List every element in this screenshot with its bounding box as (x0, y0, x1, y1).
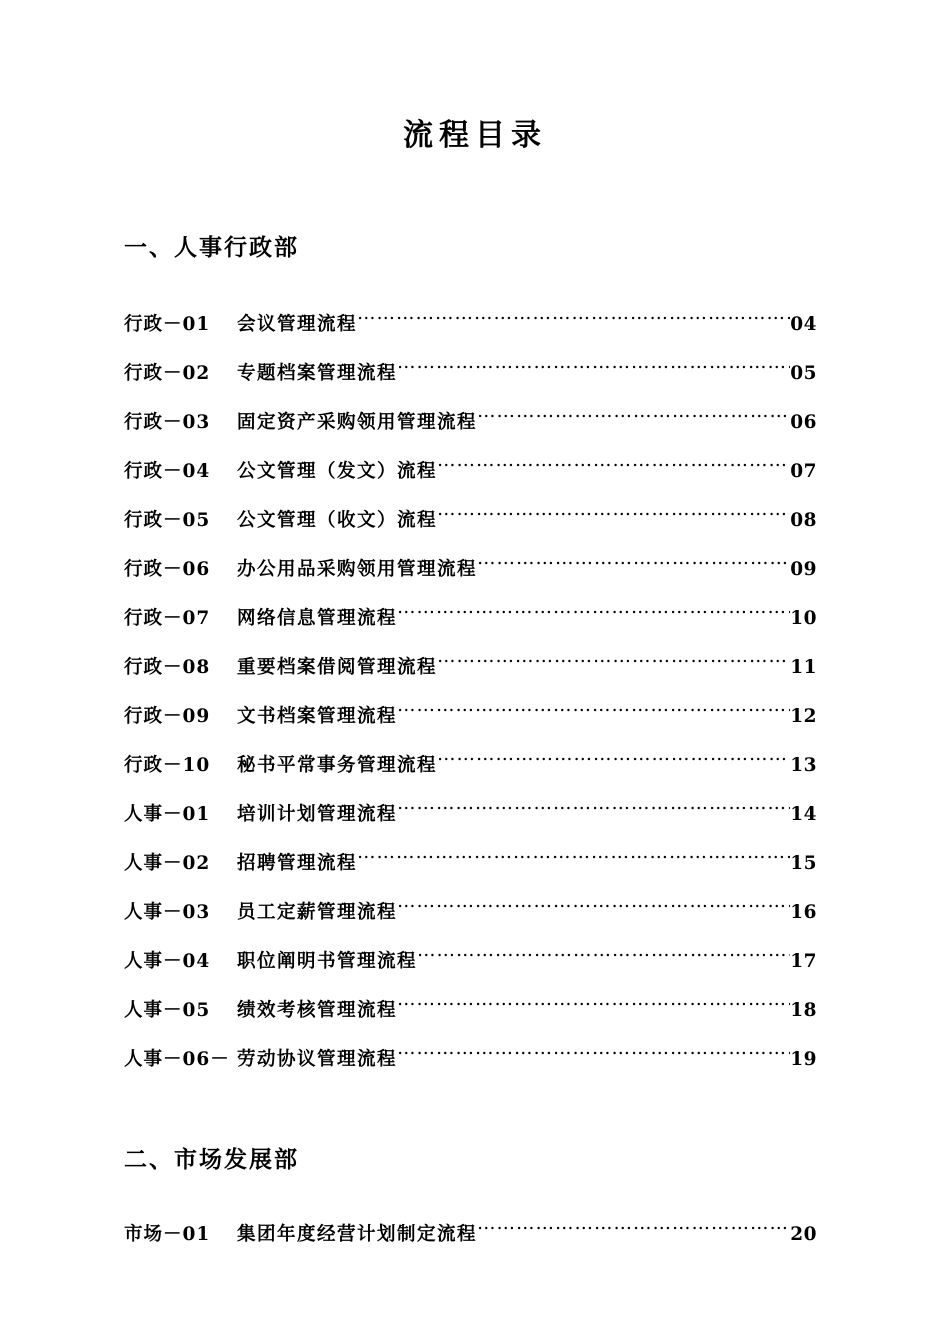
toc-entry-code: 人事－05 (124, 1000, 211, 1021)
toc-entry-code: 行政－04 (124, 461, 211, 482)
toc-entry-page: 04 (790, 314, 817, 335)
toc-entry-code: 市场－01 (124, 1224, 211, 1245)
toc-dot-leader (397, 984, 790, 1016)
toc-entry[interactable] (124, 837, 817, 886)
toc-entry[interactable] (124, 543, 817, 592)
toc-dot-leader (397, 788, 790, 820)
toc-dot-leader (397, 592, 790, 624)
toc-entry-code: 行政－09 (124, 706, 211, 727)
toc-entry[interactable] (124, 347, 817, 396)
toc-entry[interactable] (124, 886, 817, 935)
toc-entry-page: 16 (790, 902, 817, 923)
toc-dot-leader (397, 690, 790, 722)
toc-entry-page: 15 (790, 853, 817, 874)
toc-entry[interactable] (124, 592, 817, 641)
toc-entry-page: 06 (790, 412, 817, 433)
toc-entry-name: 重要档案借阅管理流程 (237, 657, 438, 678)
toc-dot-leader (437, 739, 790, 771)
toc-entry-name: 绩效考核管理流程 (237, 1000, 398, 1021)
toc-entry[interactable] (124, 984, 817, 1033)
toc-entry-code: 行政－05 (124, 510, 211, 531)
toc-entry[interactable] (124, 298, 817, 347)
toc-entry-page: 12 (790, 706, 817, 727)
toc-entry-page: 19 (790, 1049, 817, 1070)
toc-entry-page: 17 (790, 951, 817, 972)
toc-entry-page: 20 (790, 1224, 817, 1245)
toc-entry-code: 人事－03 (124, 902, 211, 923)
toc-entry-page: 11 (790, 657, 817, 678)
toc-entry-name: 文书档案管理流程 (237, 706, 398, 727)
toc-entry[interactable] (124, 641, 817, 690)
toc-entry-code: 行政－07 (124, 608, 211, 629)
toc-dot-leader (397, 886, 790, 918)
toc-entry[interactable] (124, 690, 817, 739)
toc-entry[interactable] (124, 1208, 817, 1257)
toc-entry-code: 人事－06－ (124, 1049, 230, 1070)
toc-list-market-dev (124, 1208, 817, 1257)
toc-entry-page: 18 (790, 1000, 817, 1021)
toc-entry-code: 行政－10 (124, 755, 211, 776)
toc-dot-leader (477, 396, 790, 428)
toc-dot-leader (357, 837, 790, 869)
toc-entry-code: 人事－04 (124, 951, 211, 972)
toc-entry-name: 办公用品采购领用管理流程 (237, 559, 478, 580)
page-title: 流程目录 (403, 118, 547, 153)
toc-dot-leader (437, 641, 790, 673)
toc-entry-code: 人事－02 (124, 853, 211, 874)
toc-entry-code: 行政－02 (124, 363, 211, 384)
toc-entry[interactable] (124, 396, 817, 445)
toc-entry-page: 05 (790, 363, 817, 384)
toc-entry-page: 08 (790, 510, 817, 531)
toc-entry-page: 09 (790, 559, 817, 580)
toc-entry-name: 秘书平常事务管理流程 (237, 755, 438, 776)
toc-dot-leader (417, 935, 790, 967)
toc-list-hr-admin (124, 298, 817, 1082)
toc-entry-code: 行政－03 (124, 412, 211, 433)
toc-dot-leader (477, 543, 790, 575)
toc-entry-name: 公文管理（发文）流程 (237, 461, 438, 482)
toc-entry[interactable] (124, 788, 817, 837)
toc-entry-name: 培训计划管理流程 (237, 804, 398, 825)
toc-dot-leader (477, 1208, 790, 1240)
toc-dot-leader (437, 445, 790, 477)
toc-entry-page: 07 (790, 461, 817, 482)
toc-entry-code: 行政－08 (124, 657, 211, 678)
toc-entry[interactable] (124, 494, 817, 543)
section-heading-hr-admin: 一、人事行政部 (124, 234, 299, 261)
toc-entry[interactable] (124, 1033, 817, 1082)
toc-entry-name: 职位阐明书管理流程 (237, 951, 418, 972)
toc-dot-leader (397, 347, 790, 379)
toc-entry-name: 公文管理（收文）流程 (237, 510, 438, 531)
toc-entry-page: 13 (790, 755, 817, 776)
toc-entry-name: 会议管理流程 (237, 314, 358, 335)
toc-entry-code: 行政－01 (124, 314, 211, 335)
toc-entry-name: 集团年度经营计划制定流程 (237, 1224, 478, 1245)
toc-entry-code: 人事－01 (124, 804, 211, 825)
toc-dot-leader (357, 298, 790, 330)
toc-entry-name: 招聘管理流程 (237, 853, 358, 874)
toc-entry-code: 行政－06 (124, 559, 211, 580)
toc-entry-page: 10 (790, 608, 817, 629)
toc-entry-name: 劳动协议管理流程 (237, 1049, 398, 1070)
toc-entry-name: 员工定薪管理流程 (237, 902, 398, 923)
toc-entry-name: 网络信息管理流程 (237, 608, 398, 629)
toc-entry-name: 固定资产采购领用管理流程 (237, 412, 478, 433)
toc-dot-leader (397, 1033, 790, 1065)
section-heading-market-dev: 二、市场发展部 (124, 1146, 299, 1173)
toc-entry-name: 专题档案管理流程 (237, 363, 398, 384)
toc-entry[interactable] (124, 935, 817, 984)
toc-dot-leader (437, 494, 790, 526)
toc-entry[interactable] (124, 739, 817, 788)
toc-entry-page: 14 (790, 804, 817, 825)
toc-entry[interactable] (124, 445, 817, 494)
